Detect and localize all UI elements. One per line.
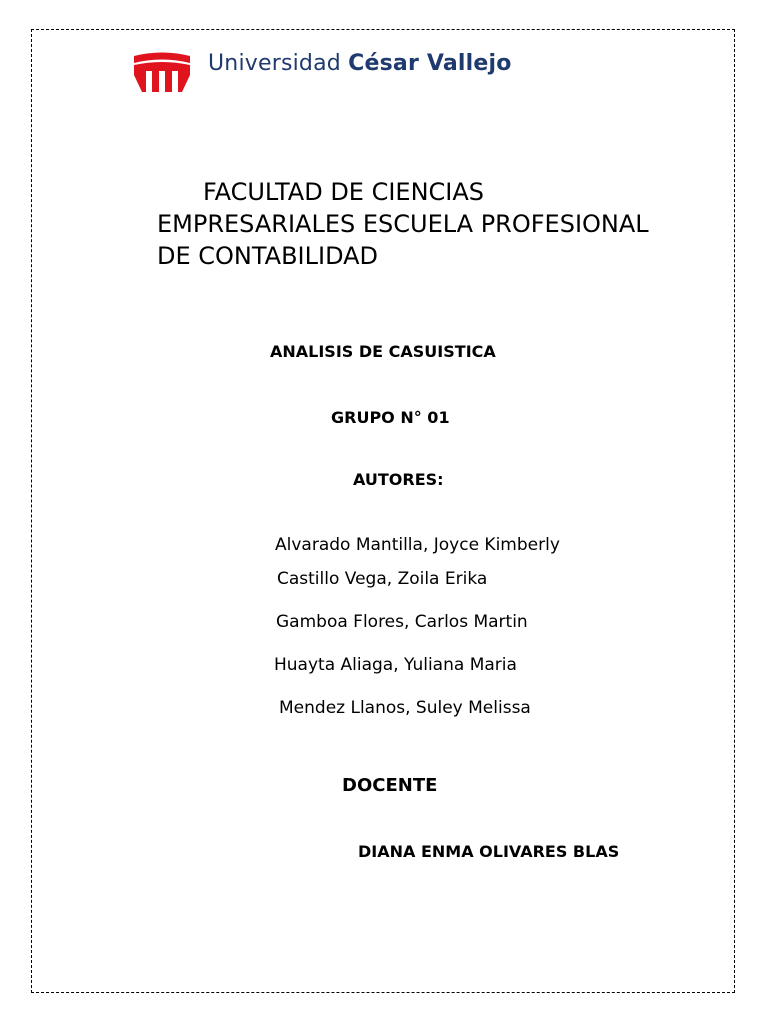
university-name-light: Universidad [208, 51, 349, 76]
university-logo-icon [134, 51, 190, 92]
university-name-bold: César Vallejo [348, 51, 512, 76]
faculty-line-3: DE CONTABILIDAD [157, 242, 379, 270]
teacher-name: DIANA ENMA OLIVARES BLAS [358, 842, 620, 861]
document-title: ANALISIS DE CASUISTICA [270, 342, 496, 361]
faculty-heading [157, 176, 717, 272]
author-1: Alvarado Mantilla, Joyce Kimberly [275, 535, 560, 555]
author-4: Huayta Aliaga, Yuliana Maria [274, 655, 517, 675]
group-number: GRUPO N° 01 [331, 408, 450, 427]
authors-label: AUTORES: [353, 470, 444, 489]
author-3: Gamboa Flores, Carlos Martin [276, 612, 528, 632]
faculty-line-2: EMPRESARIALES ESCUELA PROFESIONAL [157, 210, 649, 238]
author-2: Castillo Vega, Zoila Erika [277, 569, 488, 589]
university-name [208, 51, 512, 76]
faculty-line-1: FACULTAD DE CIENCIAS [203, 178, 485, 206]
teacher-label: DOCENTE [342, 775, 438, 796]
author-5: Mendez Llanos, Suley Melissa [279, 698, 531, 718]
